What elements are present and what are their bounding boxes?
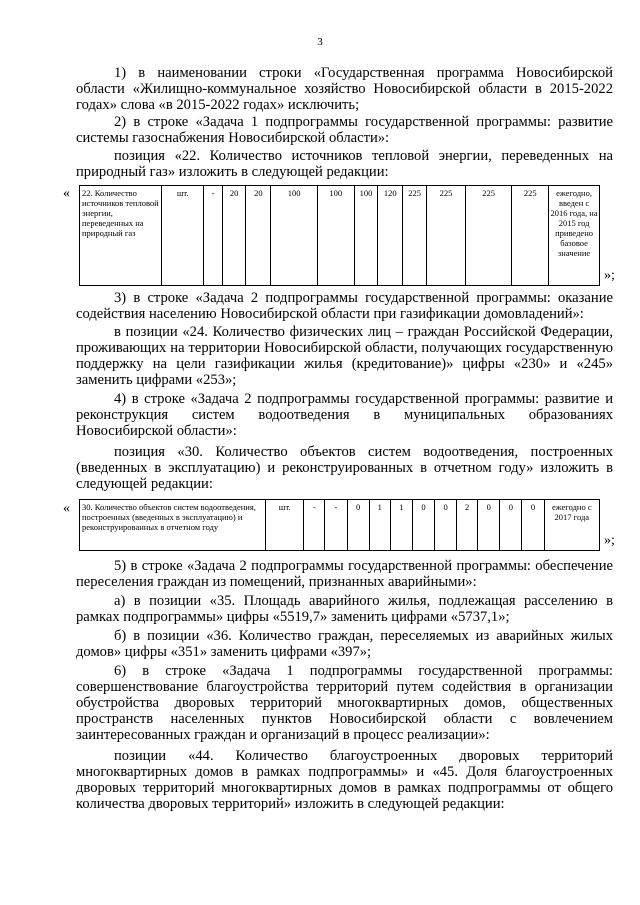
value-cell: 20 bbox=[246, 186, 271, 286]
row-note: ежегодно, введен с 2016 года, на 2015 год приведено базовое значение bbox=[549, 186, 600, 286]
value-cell: 0 bbox=[478, 500, 500, 551]
value-cell: 100 bbox=[271, 186, 317, 286]
value-cell: 100 bbox=[354, 186, 378, 286]
paragraph-6: 6) в строке «Задача 1 подпрограммы государственной программы: совершенствование благоустройства территорий путем содействия в организации обустройства дворовых территорий многоквартирных домов, общественных пространств населенных пунктов Новосибирской области с вовлечением заинтересованных граждан и организаций в процесс реализации»: bbox=[76, 663, 613, 743]
page-number: 3 bbox=[317, 36, 323, 48]
paragraph-3-zadacha-2: 3) в строке «Задача 2 подпрограммы государственной программы: оказание содействия населению Новосибирской области при газификации домовладений»: bbox=[76, 290, 613, 322]
value-cell: 120 bbox=[378, 186, 403, 286]
paragraph-1: 1) в наименовании строки «Государственная программа Новосибирской области «Жилищно-коммунальное хозяйство Новосибирской области в 2015-2022 годах» слова «в 2015-2022 годах» исключить; bbox=[76, 65, 613, 113]
paragraph-gazification: в позиции «24. Количество физических лиц – граждан Российской Федерации, проживающих на территории Новосибирской области, получающих государственную поддержку на цели газификации жилья (кредитование)» цифры «230» и «245» заменить цифрами «253»; bbox=[76, 324, 613, 388]
value-cell: 225 bbox=[426, 186, 465, 286]
paragraph-3: позиция «22. Количество источников тепловой энергии, переведенных на природный газ» изложить в следующей редакции: bbox=[76, 148, 613, 180]
row-name: 30. Количество объектов систем водоотведения, построенных (введенных в эксплуатацию) и реконструированных в отчетном году bbox=[80, 500, 266, 551]
row-note: ежегодно с 2017 года bbox=[544, 500, 599, 551]
value-cell: 225 bbox=[403, 186, 427, 286]
table-position-30 bbox=[79, 499, 600, 551]
row-unit: шт. bbox=[266, 500, 304, 551]
paragraph-5b: б) в позиции «36. Количество граждан, переселяемых из аварийных жилых домов» цифры «351» заменить цифрами «397»; bbox=[76, 628, 613, 660]
value-cell: 0 bbox=[500, 500, 522, 551]
value-cell: 0 bbox=[412, 500, 434, 551]
open-quote-1: « bbox=[63, 186, 70, 201]
paragraph-2: 2) в строке «Задача 1 подпрограммы государственной программы: развитие системы газоснабжения Новосибирской области»: bbox=[76, 114, 613, 146]
table-position-22 bbox=[79, 185, 600, 286]
value-cell: 225 bbox=[512, 186, 549, 286]
value-cell: 0 bbox=[435, 500, 457, 551]
value-cell: 1 bbox=[369, 500, 390, 551]
value-cell: - bbox=[304, 500, 325, 551]
close-quote-1: »; bbox=[604, 268, 615, 283]
close-quote-2: »; bbox=[604, 533, 615, 548]
row-unit: шт. bbox=[162, 186, 204, 286]
paragraph-4: 4) в строке «Задача 2 подпрограммы государственной программы: развитие и реконструкция систем водоотведения в муниципальных образованиях Новосибирской области»: bbox=[76, 391, 613, 439]
value-cell: - bbox=[325, 500, 347, 551]
value-cell: 225 bbox=[465, 186, 511, 286]
paragraph-positions-44-45: позиции «44. Количество благоустроенных дворовых территорий многоквартирных домов в рамках подпрограммы» и «45. Доля благоустроенных дворовых территорий многоквартирных домов в рамках подпрограммы от общего количества дворовых территорий» изложить в следующей редакции: bbox=[76, 748, 613, 812]
value-cell: 0 bbox=[347, 500, 369, 551]
value-cell: - bbox=[204, 186, 222, 286]
value-cell: 0 bbox=[522, 500, 544, 551]
value-cell: 1 bbox=[390, 500, 412, 551]
paragraph-position-30: позиция «30. Количество объектов систем водоотведения, построенных (введенных в эксплуатацию) и реконструированных в отчетном году» изложить в следующей редакции: bbox=[76, 444, 613, 492]
paragraph-5: 5) в строке «Задача 2 подпрограммы государственной программы: обеспечение переселения граждан из помещений, признанных аварийными»: bbox=[76, 558, 613, 590]
value-cell: 20 bbox=[222, 186, 246, 286]
open-quote-2: « bbox=[63, 501, 70, 516]
paragraph-5a: а) в позиции «35. Площадь аварийного жилья, подлежащая расселению в рамках подпрограммы» цифры «5519,7» заменить цифрами «5737,1»; bbox=[76, 593, 613, 625]
row-name: 22. Количество источников тепловой энергии, переведенных на природный газ bbox=[80, 186, 162, 286]
value-cell: 100 bbox=[317, 186, 354, 286]
value-cell: 2 bbox=[457, 500, 478, 551]
